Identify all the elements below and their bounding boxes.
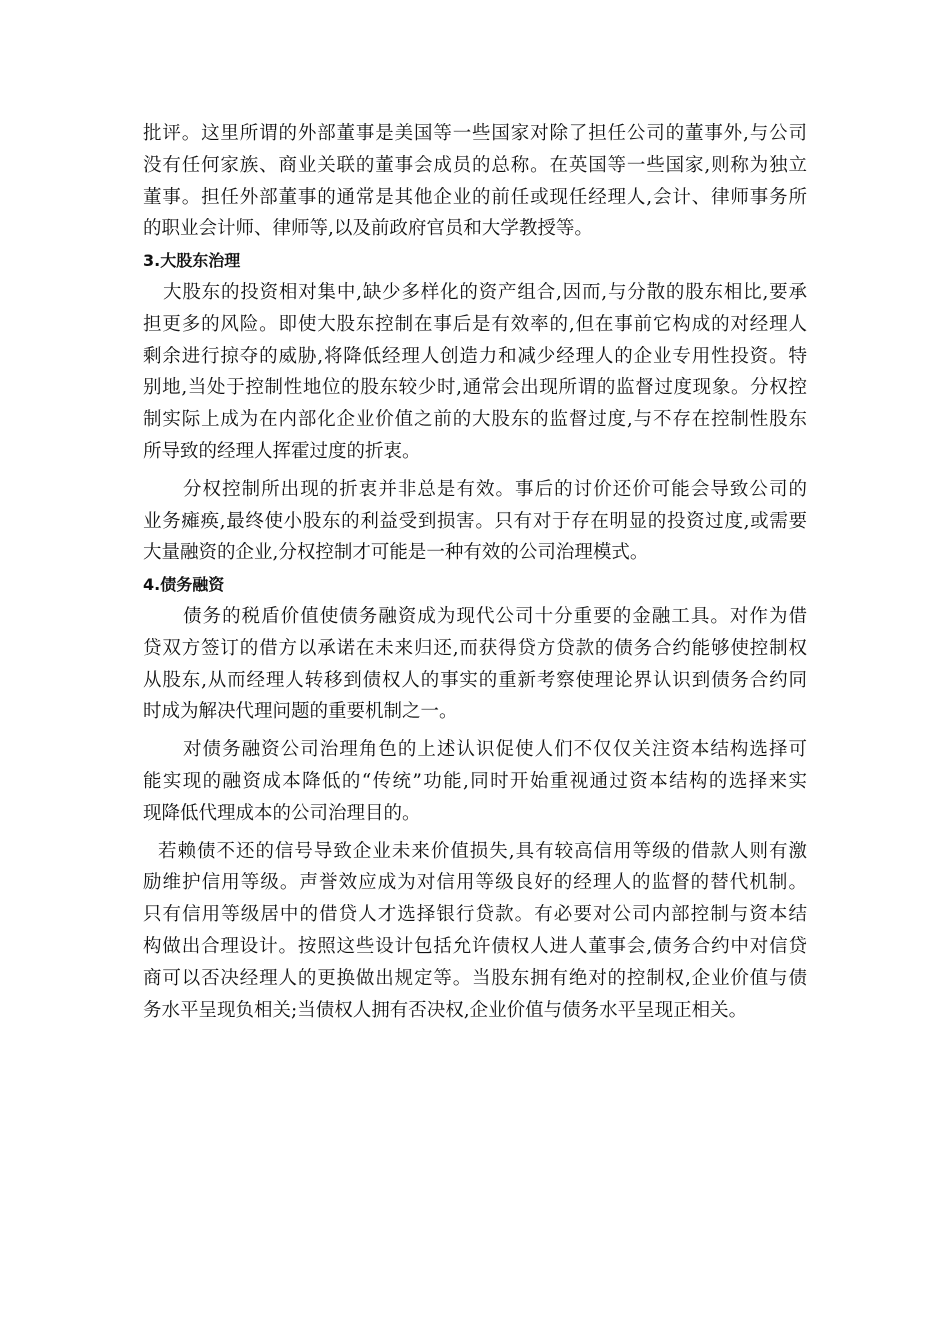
section-heading-4: 4.债务融资 bbox=[143, 575, 225, 595]
paragraph-line: 大股东的投资相对集中,缺少多样化的资产组合,因而,与分散的股东相比,要承 bbox=[163, 281, 807, 303]
paragraph-line: 大量融资的企业,分权控制才可能是一种有效的公司治理模式。 bbox=[143, 542, 649, 564]
section-heading-3: 3.大股东治理 bbox=[143, 251, 241, 271]
paragraph-line: 债务的税盾价值使债务融资成为现代公司十分重要的金融工具。对作为借 bbox=[183, 605, 807, 627]
paragraph-line: 能实现的融资成本降低的“传统”功能,同时开始重视通过资本结构的选择来实 bbox=[143, 770, 807, 792]
paragraph-line: 的职业会计师、律师等,以及前政府官员和大学教授等。 bbox=[143, 218, 593, 240]
paragraph-line: 贷双方签订的借方以承诺在未来归还,而获得贷方贷款的债务合约能够使控制权 bbox=[143, 637, 807, 659]
document-page bbox=[143, 118, 807, 1026]
paragraph-line: 业务瘫痪,最终使小股东的利益受到损害。只有对于存在明显的投资过度,或需要 bbox=[143, 510, 807, 532]
paragraph-line: 没有任何家族、商业关联的董事会成员的总称。在英国等一些国家,则称为独立 bbox=[143, 154, 807, 176]
paragraph-line: 构做出合理设计。按照这些设计包括允许债权人进人董事会,债务合约中对信贷 bbox=[143, 935, 807, 957]
paragraph-line: 担更多的风险。即使大股东控制在事后是有效率的,但在事前它构成的对经理人 bbox=[143, 313, 807, 335]
paragraph-line: 别地,当处于控制性地位的股东较少时,通常会出现所谓的监督过度现象。分权控 bbox=[143, 377, 807, 399]
paragraph-line: 所导致的经理人挥霍过度的折衷。 bbox=[143, 440, 421, 462]
paragraph-line: 现降低代理成本的公司治理目的。 bbox=[143, 802, 421, 824]
paragraph-line: 从股东,从而经理人转移到债权人的事实的重新考察使理论界认识到债务合约同 bbox=[143, 669, 807, 691]
paragraph-line: 若赖债不还的信号导致企业未来价值损失,具有较高信用等级的借款人则有激 bbox=[158, 840, 807, 862]
paragraph-line: 务水平呈现负相关;当债权人拥有否决权,企业价值与债务水平呈现正相关。 bbox=[143, 999, 748, 1021]
paragraph-line: 励维护信用等级。声誉效应成为对信用等级良好的经理人的监督的替代机制。 bbox=[143, 872, 807, 894]
paragraph-line: 剩余进行掠夺的威胁,将降低经理人创造力和减少经理人的企业专用性投资。特 bbox=[143, 345, 807, 367]
paragraph-line: 分权控制所出现的折衷并非总是有效。事后的讨价还价可能会导致公司的 bbox=[183, 478, 807, 500]
paragraph-line: 对债务融资公司治理角色的上述认识促使人们不仅仅关注资本结构选择可 bbox=[183, 739, 807, 761]
paragraph-line: 商可以否决经理人的更换做出规定等。当股东拥有绝对的控制权,企业价值与债 bbox=[143, 967, 807, 989]
paragraph-line: 董事。担任外部董事的通常是其他企业的前任或现任经理人,会计、律师事务所 bbox=[143, 186, 807, 208]
paragraph-line: 制实际上成为在内部化企业价值之前的大股东的监督过度,与不存在控制性股东 bbox=[143, 409, 807, 431]
paragraph-line: 只有信用等级居中的借贷人才选择银行贷款。有必要对公司内部控制与资本结 bbox=[143, 904, 807, 926]
paragraph-line: 时成为解决代理问题的重要机制之一。 bbox=[143, 701, 458, 723]
paragraph-line: 批评。这里所谓的外部董事是美国等一些国家对除了担任公司的董事外,与公司 bbox=[143, 123, 807, 144]
